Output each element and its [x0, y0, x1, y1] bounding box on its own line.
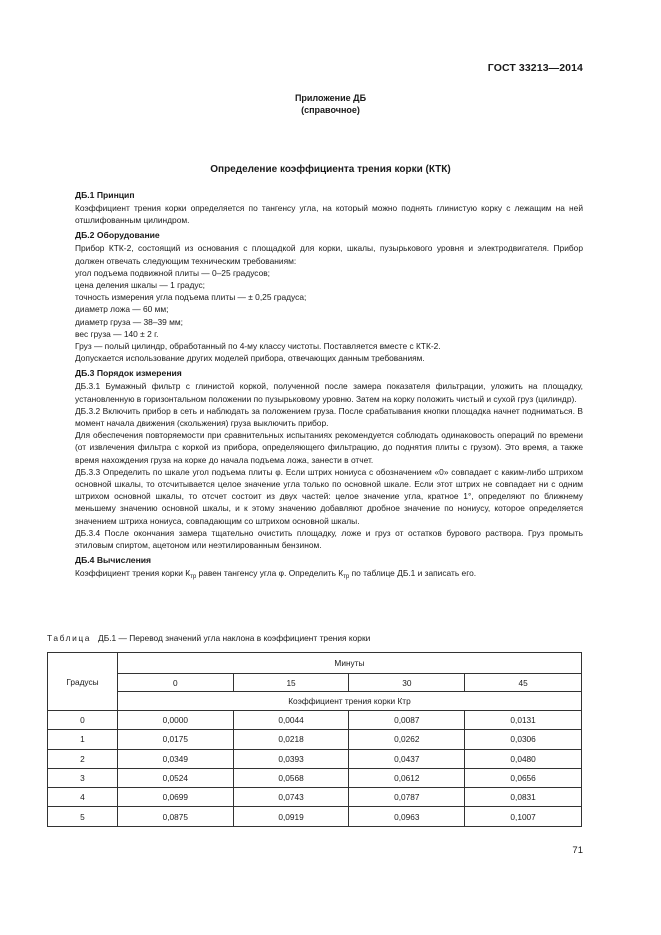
paragraph: ДБ.3.4 После окончания замера тщательно очистить площадку, ложе и груз от остатков бурового раствора. Груз промыть этиловым спиртом, ацетоном или неэтилированным бензином. [75, 527, 583, 551]
section-heading-equipment: ДБ.2 Оборудование [75, 230, 160, 241]
cell-value: 0,0437 [349, 749, 465, 768]
list-item: вес груза — 140 ± 2 г. [75, 328, 159, 339]
paragraph: Прибор КТК-2, состоящий из основания с площадкой для корки, шкалы, пузырькового уровня и электродвигателя. Прибор должен отвечать следующим техническим требованиям: [75, 243, 583, 266]
conversion-table [47, 652, 582, 827]
cell-value: 0,0000 [117, 711, 233, 730]
cell-degree: 3 [48, 768, 118, 787]
minute-header: 0 [117, 674, 233, 692]
paragraph: Коэффициент трения корки определяется по тангенсу угла, на который можно поднять глинистую корку с лежащим на ней отшлифованным цилиндром. [75, 203, 583, 226]
table-row [48, 788, 582, 807]
table-row [48, 749, 582, 768]
section-heading-procedure: ДБ.3 Порядок измерения [75, 368, 182, 379]
document-title: Определение коэффициента трения корки (КТК) [210, 164, 451, 175]
cell-value: 0,0743 [233, 788, 349, 807]
cell-value: 0,0087 [349, 711, 465, 730]
cell-value: 0,0787 [349, 788, 465, 807]
table-row [48, 807, 582, 826]
table-row [48, 768, 582, 787]
header-minutes: Минуты [117, 653, 581, 674]
minute-header: 45 [465, 674, 582, 692]
cell-value: 0,0699 [117, 788, 233, 807]
page-number: 71 [572, 845, 583, 856]
cell-value: 0,0393 [233, 749, 349, 768]
cell-value: 0,0044 [233, 711, 349, 730]
cell-degree: 0 [48, 711, 118, 730]
cell-value: 0,0524 [117, 768, 233, 787]
cell-value: 0,1007 [465, 807, 582, 826]
body-content [75, 189, 583, 583]
cell-value: 0,0262 [349, 730, 465, 749]
paragraph: Коэффициент трения корки $К_{тр}$ равен тангенсу угла φ. Определить $К_{тр}$ по таблице ДБ.1 и записать его. [75, 568, 477, 581]
header-coefficient: Коэффициент трения корки Ктр [117, 692, 581, 711]
minute-header: 30 [349, 674, 465, 692]
cell-degree: 2 [48, 749, 118, 768]
cell-value: 0,0568 [233, 768, 349, 787]
list-item: диаметр ложа — 60 мм; [75, 304, 169, 315]
paragraph: Допускается использование других моделей прибора, отвечающих данным требованиям. [75, 353, 425, 364]
paragraph: ДБ.3.1 Бумажный фильтр с глинистой коркой, полученной после замера показателя фильтрации, уложить на площадку, установленную в горизонтальном положении по пузырьковому уровню. Затем на корку положить чистый и сухой груз (цилиндр). [75, 381, 583, 404]
cell-degree: 1 [48, 730, 118, 749]
minute-header: 15 [233, 674, 349, 692]
cell-value: 0,0656 [465, 768, 582, 787]
cell-degree: 5 [48, 807, 118, 826]
cell-value: 0,0175 [117, 730, 233, 749]
section-heading-principle: ДБ.1 Принцип [75, 190, 135, 200]
appendix-title: Приложение ДБ [294, 93, 367, 103]
table-caption: Таблица ДБ.1 — Перевод значений угла наклона в коэффициент трения корки [47, 633, 371, 643]
cell-value: 0,0875 [117, 807, 233, 826]
table-row [48, 711, 582, 730]
list-item: диаметр груза — 38–39 мм; [75, 316, 183, 327]
paragraph: Для обеспечения повторяемости при сравнительных испытаниях рекомендуется соблюдать одинаковость операций по времени (от извлечения фильтра с коркой из прибора, определяющего фильтрацию, до поднятия плиты с грузом). Это время, а также время нахождения груза на корке до начала подъема ложа, занести в отчет. [75, 430, 583, 465]
table-row [48, 730, 582, 749]
paragraph: ДБ.3.3 Определить по шкале угол подъема плиты φ. Если штрих нониуса с обозначением «0» совпадает с каким-либо штрихом основной шкалы, то отсчитывается целое значение угла только по основной шкале. Если этот штрих не совпадает ни с одним штрихом основной шкалы, то отсчет состоит из двух частей: целое значение угла, кратное 1°, определяют по ближнему меньшему значению основной шкалы, и к этому значению добавляют дробное значение по нониусу, которое определяется значением штриха нониуса, совпадающим со штрихом основной шкалы. [75, 466, 583, 526]
cell-value: 0,0963 [349, 807, 465, 826]
appendix-subtitle: (справочное) [301, 105, 360, 115]
standard-code: ГОСТ 33213—2014 [487, 62, 583, 74]
cell-value: 0,0612 [349, 768, 465, 787]
paragraph: ДБ.3.2 Включить прибор в сеть и наблюдать за положением груза. После срабатывания кнопки площадка начнет подниматься. В момент начала движения (скольжения) груза выключить прибор. [75, 405, 583, 429]
cell-value: 0,0218 [233, 730, 349, 749]
cell-degree: 4 [48, 788, 118, 807]
cell-value: 0,0919 [233, 807, 349, 826]
cell-value: 0,0306 [465, 730, 582, 749]
cell-value: 0,0131 [465, 711, 582, 730]
cell-value: 0,0831 [465, 788, 582, 807]
cell-value: 0,0480 [465, 749, 582, 768]
paragraph: Груз — полый цилиндр, обработанный по 4-му классу чистоты. Поставляется вместе с КТК-2. [75, 341, 441, 352]
list-item: точность измерения угла подъема плиты — ± 0,25 градуса; [75, 292, 307, 303]
section-heading-calculations: ДБ.4 Вычисления [75, 555, 152, 566]
list-item: цена деления шкалы — 1 градус; [75, 280, 205, 291]
cell-value: 0,0349 [117, 749, 233, 768]
header-degrees: Градусы [48, 653, 118, 711]
list-item: угол подъема подвижной плиты — 0–25 градусов; [75, 267, 271, 278]
